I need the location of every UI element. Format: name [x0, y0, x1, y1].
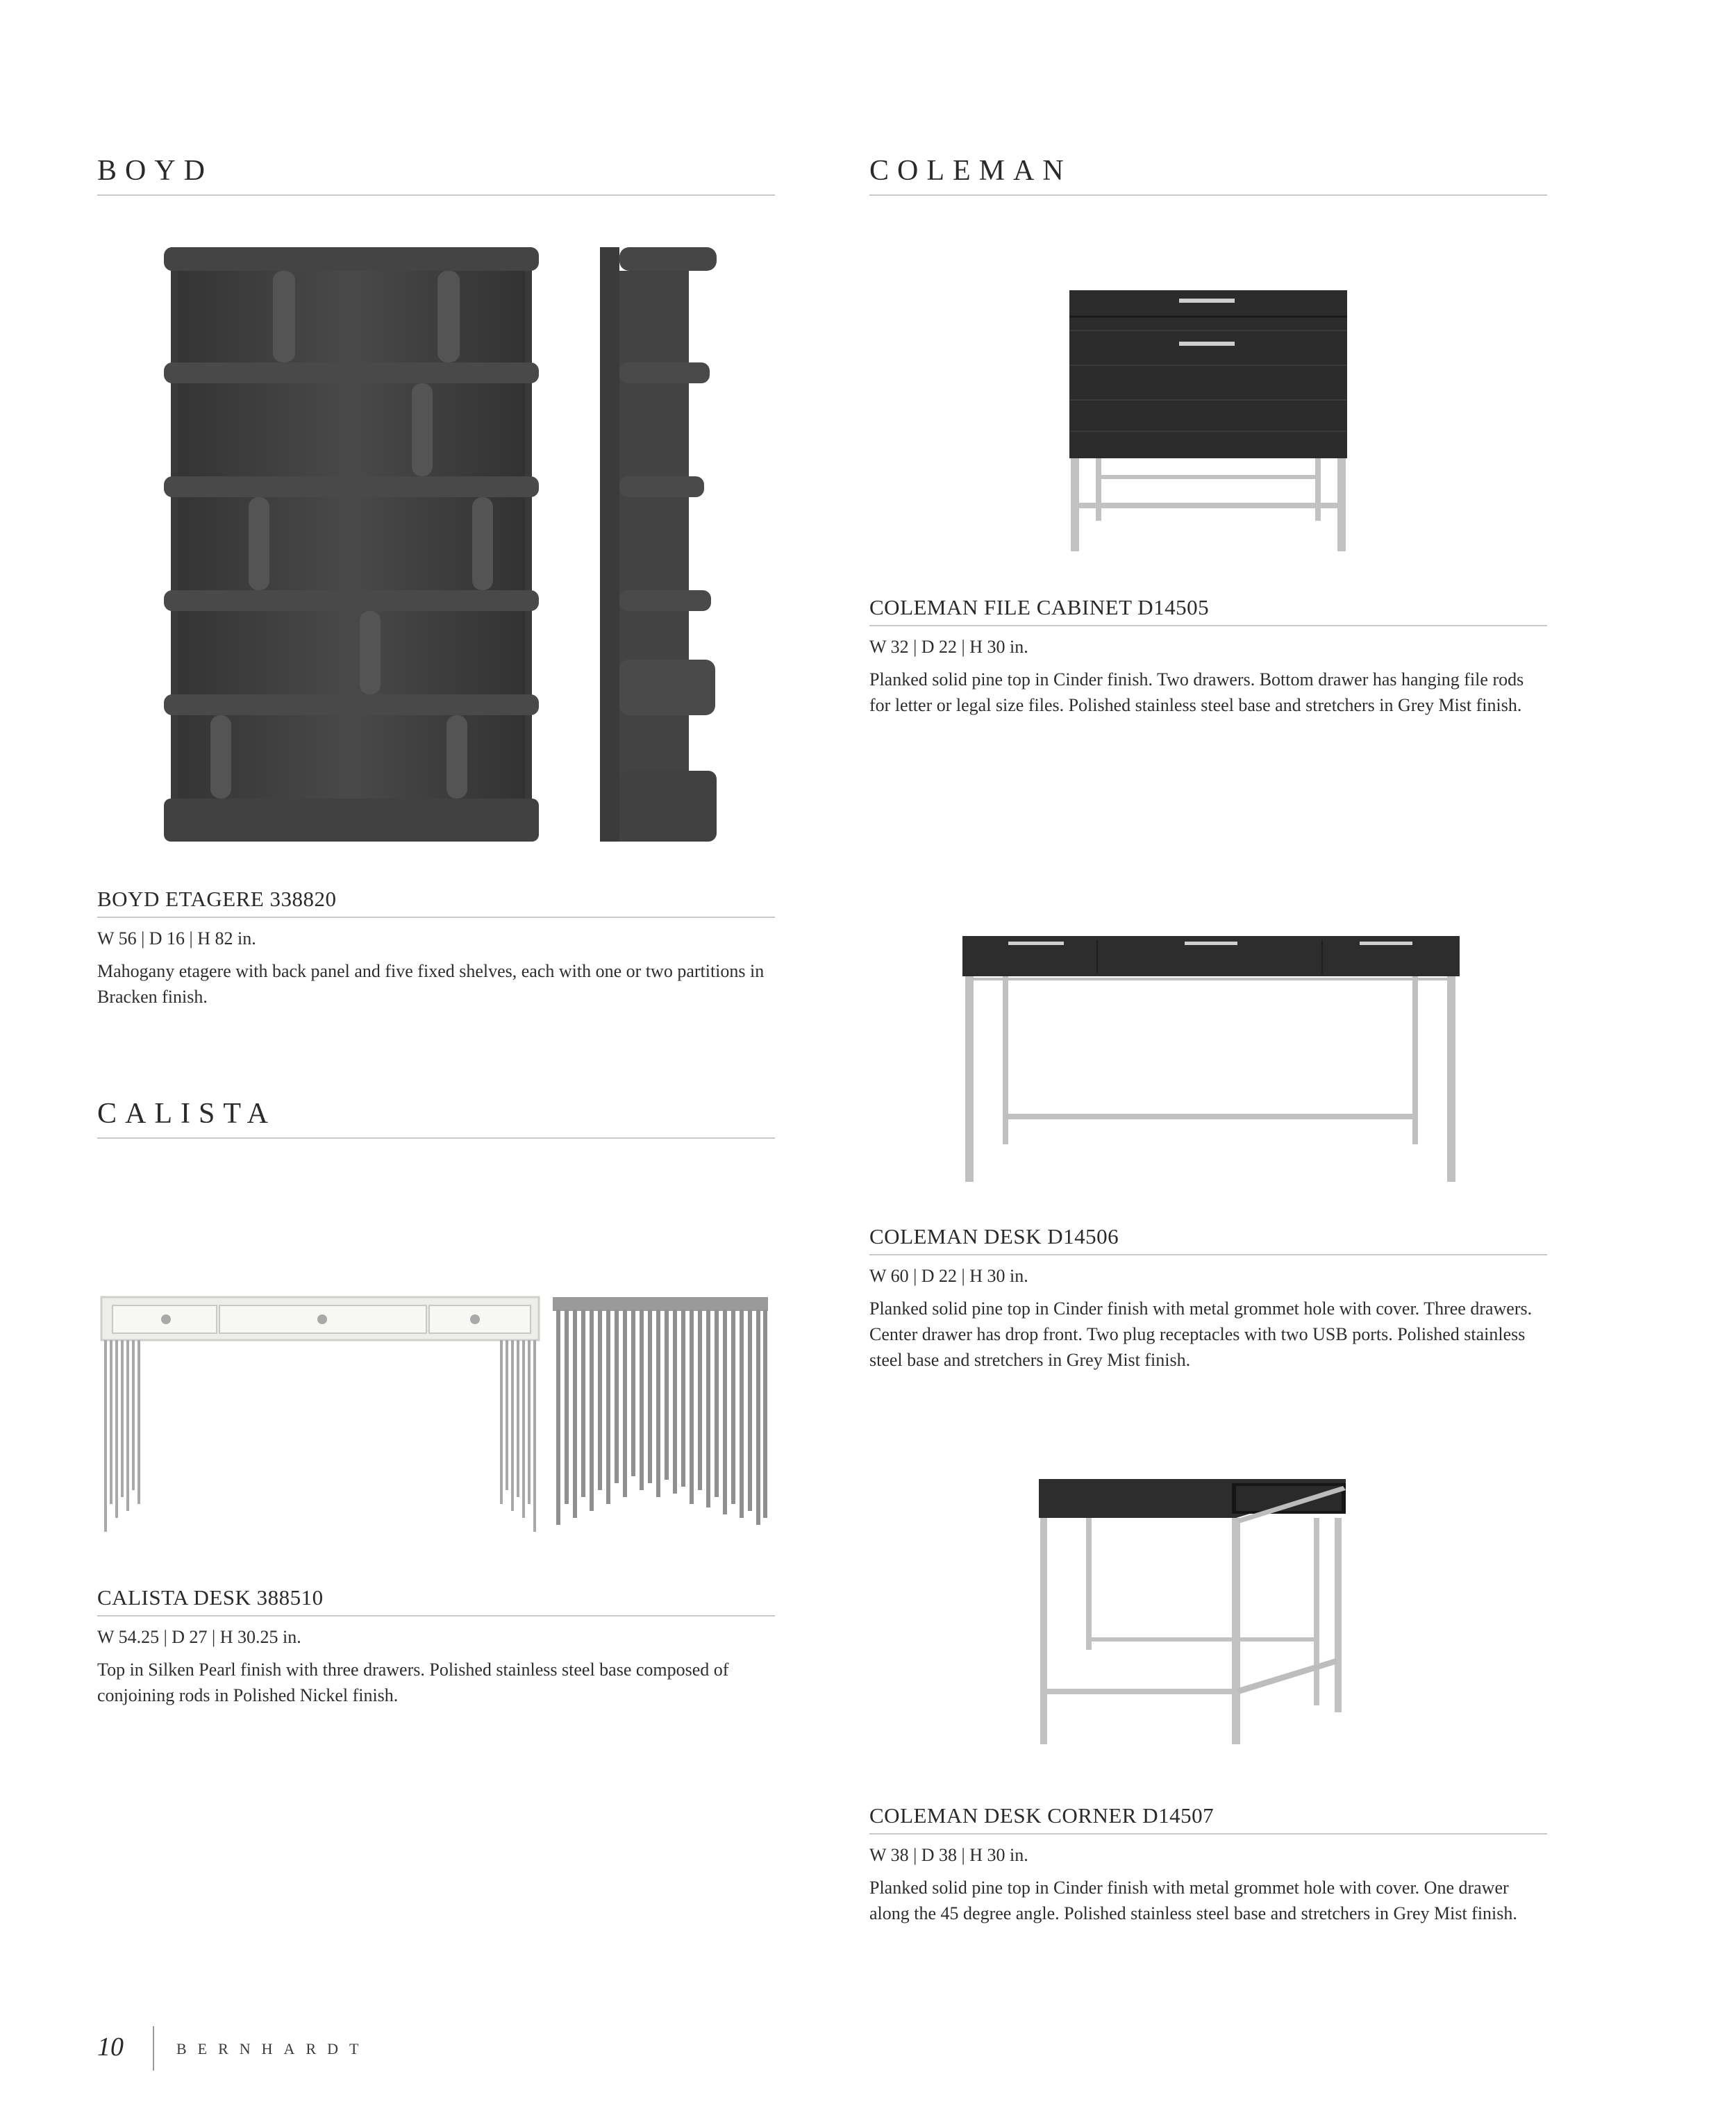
product-dimensions: W 32 | D 22 | H 30 in.: [869, 637, 1028, 657]
product-name: COLEMAN FILE CABINET D14505: [869, 594, 1547, 626]
page-footer: [97, 2026, 583, 2071]
coleman-desk-corner-image: [1037, 1476, 1350, 1747]
section-title-boyd: BOYD: [97, 154, 775, 196]
calista-desk-product: [97, 1585, 775, 1708]
product-description: Planked solid pine top in Cinder finish with metal grommet hole with cover. One drawer along the 45 degree angle. Polished stainless steel base and stretchers in Grey Mist finish.: [869, 1878, 1517, 1923]
product-dimensions: W 38 | D 38 | H 30 in.: [869, 1845, 1028, 1865]
coleman-desk-image: [961, 935, 1461, 1185]
coleman-file-cabinet-image: [1068, 289, 1349, 553]
coleman-desk-corner-product: [869, 1803, 1547, 1926]
boyd-etagere-product: [97, 886, 775, 1010]
footer-divider: [153, 2026, 154, 2071]
product-description: Mahogany etagere with back panel and five fixed shelves, each with one or two partitions in Bracken finish.: [97, 961, 765, 1007]
section-title-coleman: COLEMAN: [869, 154, 1547, 196]
brand-wordmark: BERNHARDT: [176, 2040, 370, 2057]
product-dimensions: W 60 | D 22 | H 30 in.: [869, 1266, 1028, 1286]
product-name: COLEMAN DESK D14506: [869, 1223, 1547, 1255]
product-name: BOYD ETAGERE 338820: [97, 886, 775, 918]
product-dimensions: W 54.25 | D 27 | H 30.25 in.: [97, 1627, 301, 1647]
product-name: COLEMAN DESK CORNER D14507: [869, 1803, 1547, 1835]
page-number: 10: [97, 2032, 124, 2062]
coleman-desk-product: [869, 1223, 1547, 1373]
section-title-calista: CALISTA: [97, 1097, 775, 1139]
product-description: Planked solid pine top in Cinder finish. Two drawers. Bottom drawer has hanging file rods for letter or legal size files. Polished stainless steel base and stretchers in Grey Mist finish.: [869, 669, 1524, 715]
coleman-file-cabinet-product: [869, 594, 1547, 718]
product-description: Planked solid pine top in Cinder finish with metal grommet hole with cover. Three drawers. Center drawer has drop front. Two plug receptacles with two USB ports. Polished stainless steel base and stretchers in Grey Mist finish.: [869, 1298, 1533, 1370]
product-name: CALISTA DESK 388510: [97, 1585, 775, 1616]
product-dimensions: W 56 | D 16 | H 82 in.: [97, 928, 256, 949]
calista-desk-image: [100, 1296, 771, 1546]
boyd-etagere-image: [158, 243, 728, 847]
product-description: Top in Silken Pearl finish with three drawers. Polished stainless steel base composed of conjoining rods in Polished Nickel finish.: [97, 1660, 729, 1705]
